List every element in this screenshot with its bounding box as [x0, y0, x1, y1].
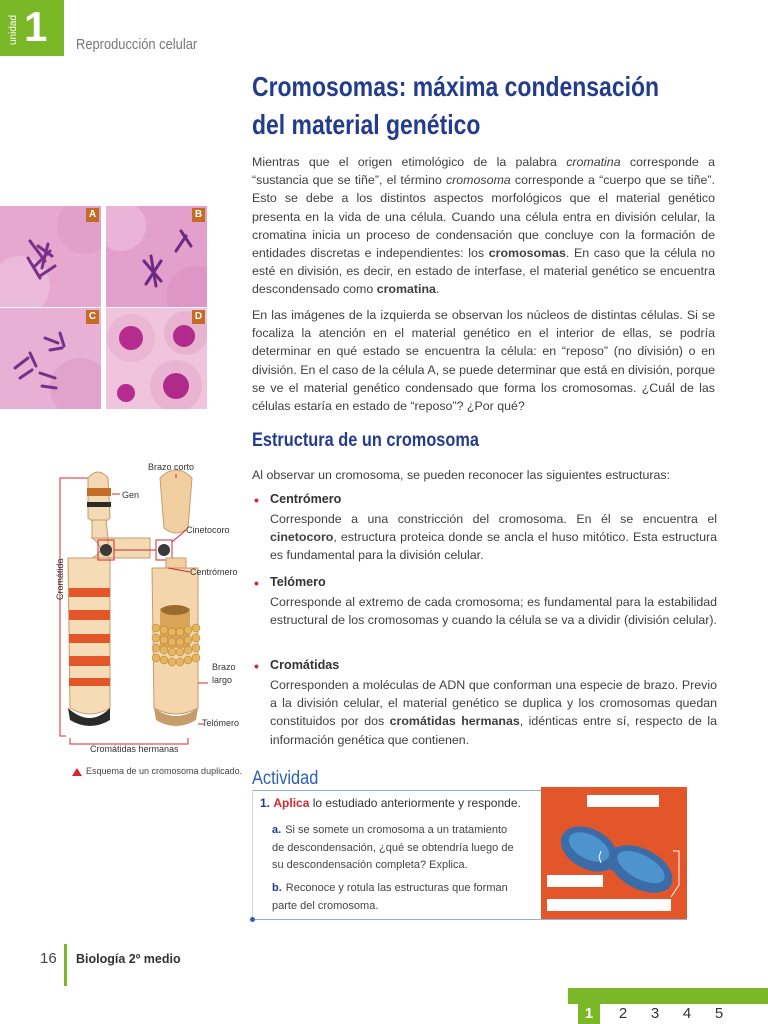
- intro-p1-d: . En caso que la célula no esté en división, es decir, en estado de interfase, el material genético se encuentra descondensado como: [252, 246, 715, 297]
- units-bar: [568, 988, 768, 1004]
- photo-label-c: C: [86, 310, 99, 324]
- activity-top-rule: [252, 790, 542, 791]
- page-title-line-2: del material genético: [252, 109, 481, 140]
- item-b-label: b.: [272, 882, 282, 894]
- unit-nav-5[interactable]: 5: [714, 1005, 724, 1022]
- left-chromatid: [68, 472, 111, 726]
- intro-paragraph-1: [252, 153, 715, 299]
- activity-item-a: [272, 822, 522, 875]
- label-brazo-corto: Brazo corto: [148, 462, 195, 472]
- label-cromatidas-hermanas: Cromátidas hermanas: [90, 744, 179, 754]
- activity-question-1: [260, 796, 521, 810]
- book-title: Biología 2º medio: [76, 952, 181, 966]
- page-title: [252, 68, 660, 144]
- micro-photo-a: [0, 206, 101, 307]
- question-number: 1.: [260, 796, 271, 810]
- right-chromatid: [152, 470, 200, 726]
- intro-p1-strong1: cromosomas: [488, 246, 566, 261]
- unit-word: unidad: [8, 14, 19, 46]
- intro-p1-strong2: cromatina: [376, 282, 436, 297]
- item-b-text: Reconoce y rotula las estructuras que forman parte del cromosoma.: [272, 882, 508, 912]
- intro-p1-c: corresponde a “cuerpo que se tiñe”. Esto se debe a los distintos aspectos morfológicos que el material genético presenta en la vida de una célula. Cuando una célula entra en división celular, la cromatina inicia un proceso de condensación que concluye con la formación de entidades discretas e independientes: los: [252, 173, 715, 261]
- structure-item-text: Corresponde al extremo de cada cromosoma; es fundamental para la estabilidad estructural de los cromosomas y cuando la célula se va a dividir (división celular).: [270, 595, 717, 628]
- unit-nav: [576, 1004, 768, 1024]
- photo-label-b: B: [192, 208, 205, 222]
- micro-photo-b: [106, 206, 207, 307]
- blank-label-2[interactable]: [547, 875, 603, 887]
- unit-number: 1: [24, 3, 48, 50]
- structure-item-centromero: [252, 492, 717, 565]
- structure-item-telomero: [252, 575, 717, 629]
- structure-item-text: [270, 510, 717, 565]
- diagram-caption: Esquema de un cromosoma duplicado.: [86, 766, 243, 776]
- label-brazo-largo-1: Brazo: [212, 662, 236, 672]
- footer-divider: [64, 944, 67, 986]
- activity-left-rule: [252, 790, 253, 920]
- blank-label-1[interactable]: [587, 795, 659, 807]
- item2-t2: , idénticas entre sí, respecto de la información genética que contienen.: [270, 714, 717, 747]
- structure-item-head: • Centrómero: [270, 492, 717, 506]
- page-title-line-1: Cromosomas: máxima condensación: [252, 71, 660, 102]
- unit-nav-3[interactable]: 3: [650, 1005, 660, 1022]
- item0-t1: Corresponde a una constricción del cromosoma. En él se encuentra el: [270, 512, 717, 526]
- structure-item-text: [270, 676, 717, 749]
- centromere-region: [92, 538, 172, 560]
- activity-bottom-rule: [252, 919, 687, 920]
- unit-nav-2[interactable]: 2: [618, 1005, 628, 1022]
- intro-p1-a: Mientras que el origen etimológico de la palabra: [252, 155, 567, 169]
- question-verb: Aplica: [273, 796, 310, 810]
- caption-marker-icon: [72, 768, 82, 776]
- structure-intro: Al observar un cromosoma, se pueden reconocer las siguientes estructuras:: [252, 468, 671, 482]
- intro-p1-em2: cromosoma: [445, 173, 511, 188]
- activity-title: Actividad: [252, 768, 319, 789]
- intro-paragraph-2: En las imágenes de la izquierda se observan los núcleos de distintas células. Si se focaliza la atención en el material genético en el interior de ellas, se podría determinar en qué estado se encuentra la célula: en “reposo” (no división) o en división. En el caso de la célula A, se puede determinar que está en división, porque se ve el material genético condensado que forma los cromosomas. ¿Cuál de las células estaría en estado de “reposo”? ¿Por qué?: [252, 308, 715, 414]
- page-number: 16: [40, 950, 57, 967]
- item2-strong: cromátidas hermanas: [389, 714, 520, 729]
- structure-item-head: • Cromátidas: [270, 658, 717, 672]
- item2-t1: Corresponden a moléculas de ADN que conforman una especie de brazo. Previo a la división celular, el material genético se duplica y los cromosomas quedan constituidos por dos: [270, 678, 717, 729]
- intro-p1-b: corresponde a “sustancia que se tiñe”, el término: [252, 155, 715, 188]
- item-a-label: a.: [272, 824, 282, 836]
- activity-dot-icon: [250, 917, 255, 922]
- intro-p1-em1: cromatina: [566, 155, 621, 169]
- item0-strong: cinetocoro: [270, 530, 334, 545]
- photo-label-d: D: [192, 310, 205, 324]
- structure-item-head: • Telómero: [270, 575, 717, 589]
- cromatida-bracket: [60, 478, 66, 736]
- label-telomero: Telómero: [202, 718, 240, 728]
- item-a-text: Si se somete un cromosoma a un tratamiento de descondensación, ¿qué se obtendría luego de su descondensación completa? Explica.: [272, 824, 514, 871]
- label-cinetocoro: Cinetocoro: [186, 525, 230, 535]
- label-gen: Gen: [122, 490, 140, 500]
- blank-label-3[interactable]: [547, 899, 671, 911]
- photo-label-a: A: [86, 208, 99, 222]
- label-brazo-largo-2: largo: [212, 675, 233, 685]
- intro-p1-e: .: [435, 282, 440, 297]
- activity-item-b: [272, 880, 522, 915]
- item0-t2: , estructura proteica donde se ancla el huso mitótico. Esta estructura es fundamental para la división celular.: [270, 530, 717, 563]
- label-cromatida: Cromátida: [55, 558, 65, 600]
- unit-nav-1[interactable]: 1: [578, 1004, 600, 1024]
- label-centromero: Centrómero: [190, 567, 238, 577]
- micro-photo-c: [0, 308, 101, 409]
- question-text: lo estudiado anteriormente y responde.: [309, 796, 521, 810]
- micro-photo-d: [106, 308, 207, 409]
- activity-chromosome-photo: [541, 787, 687, 919]
- unit-nav-4[interactable]: 4: [682, 1005, 692, 1022]
- section-title-structure: Estructura de un cromosoma: [252, 430, 479, 451]
- structure-item-cromatidas: [252, 658, 717, 749]
- unit-title: Reproducción celular: [76, 36, 198, 53]
- chromosome-diagram: [48, 458, 248, 758]
